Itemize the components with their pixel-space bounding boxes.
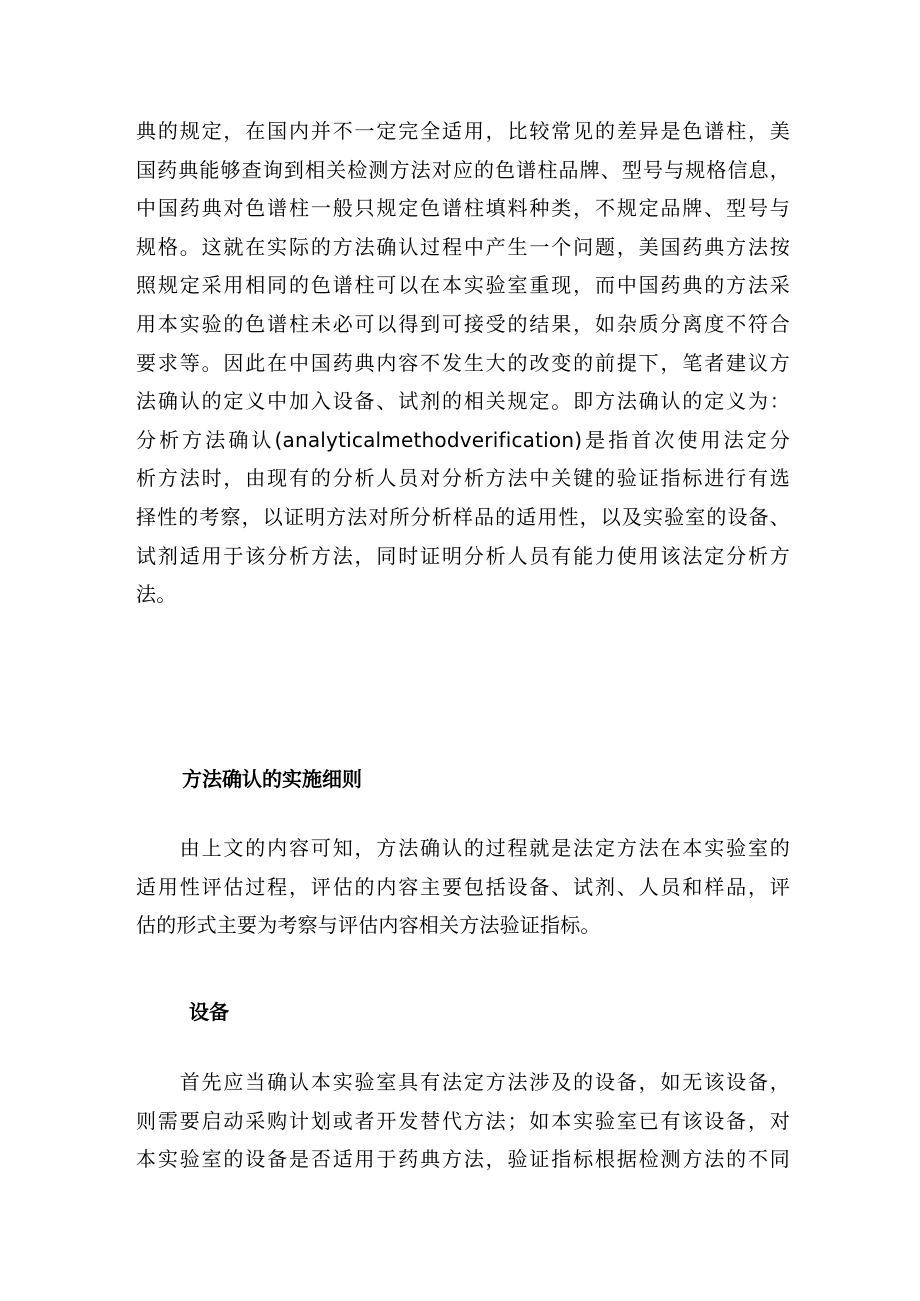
text-line: 法。 [136,582,177,607]
text-line: 照规定采用相同的色谱柱可以在本实验室重现，而中国药典的方法采 [136,273,790,298]
text-line: 择性的考察，以证明方法对所分析样品的适用性，以及实验室的设备、 [136,504,790,529]
paragraph-verification-process [136,829,790,945]
text-line: 本实验室的设备是否适用于药典方法，验证指标根据检测方法的不同 [136,1147,790,1172]
section-heading-equipment: 设备 [189,1000,229,1024]
text-line: 规格。这就在实际的方法确认过程中产生一个问题，美国药典方法按 [136,234,790,259]
text-line: 适用性评估过程，评估的内容主要包括设备、试剂、人员和样品，评 [136,874,790,899]
paragraph-equipment [136,1063,790,1179]
text-line: 国药典能够查询到相关检测方法对应的色谱柱品牌、型号与规格信息， [136,157,790,182]
text-line: 用本实验的色谱柱未必可以得到可接受的结果，如杂质分离度不符合 [136,311,790,336]
text-line: 则需要启动采购计划或者开发替代方法；如本实验室已有该设备，对 [136,1108,790,1133]
text-line: 由上文的内容可知，方法确认的过程就是法定方法在本实验室的 [136,836,790,860]
text-line: 分析方法确认(analyticalmethodverification)是指首次使用法定分 [136,427,790,452]
text-line: 中国药典对色谱柱一般只规定色谱柱填料种类，不规定品牌、型号与 [136,196,790,221]
text-line: 析方法时，由现有的分析人员对分析方法中关键的验证指标进行有选 [136,466,790,491]
text-line: 典的规定，在国内并不一定完全适用，比较常见的差异是色谱柱，美 [136,119,790,143]
paragraph-method-verification-definition [136,112,790,614]
text-line: 要求等。因此在中国药典内容不发生大的改变的前提下，笔者建议方 [136,350,790,375]
text-line: 首先应当确认本实验室具有法定方法涉及的设备，如无该设备， [136,1070,790,1094]
text-line: 估的形式主要为考察与评估内容相关方法验证指标。 [136,913,601,938]
text-line: 法确认的定义中加入设备、试剂的相关规定。即方法确认的定义为： [136,389,790,414]
text-line: 试剂适用于该分析方法，同时证明分析人员有能力使用该法定分析方 [136,543,790,568]
section-heading-implementation-rules: 方法确认的实施细则 [182,767,362,791]
